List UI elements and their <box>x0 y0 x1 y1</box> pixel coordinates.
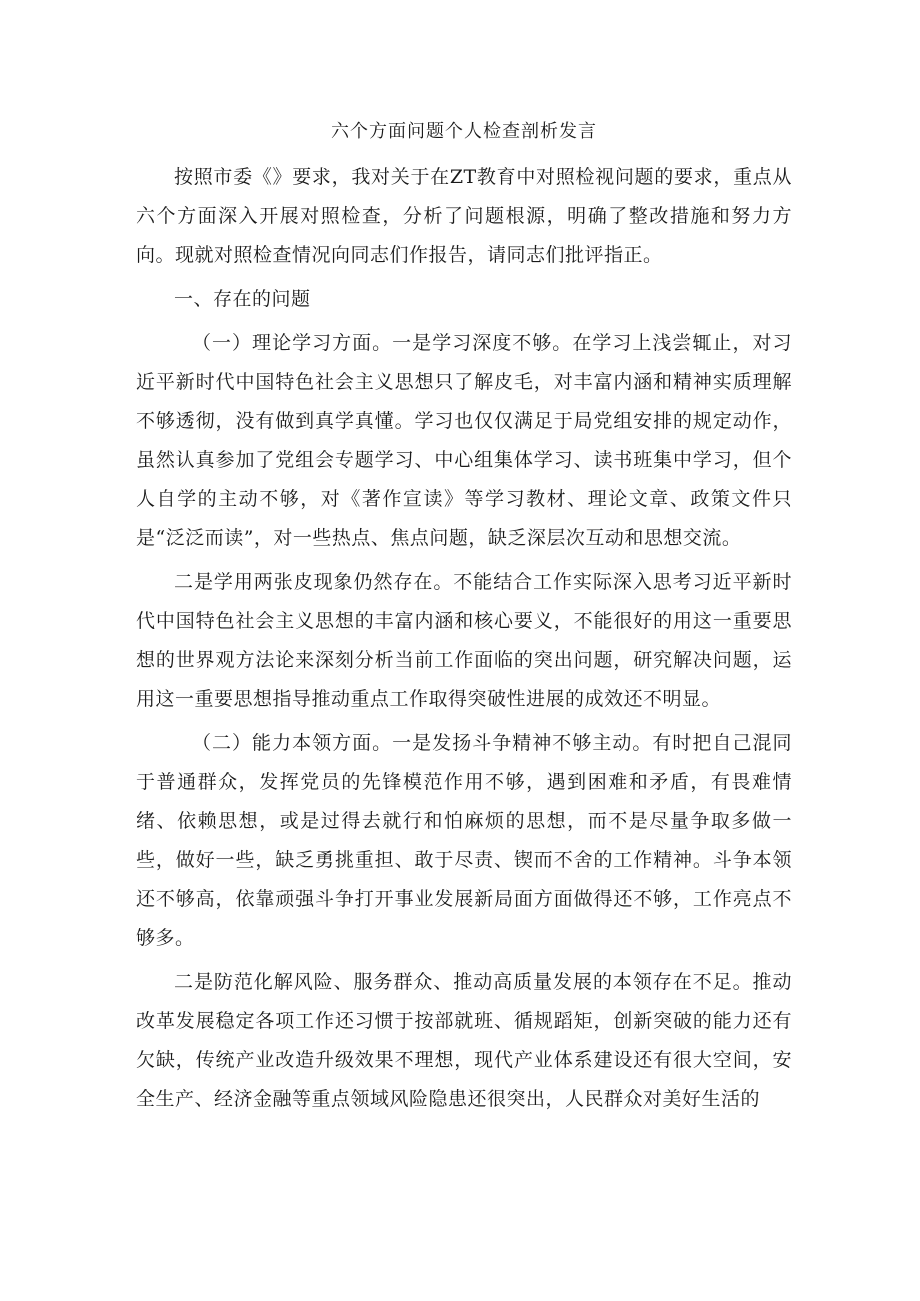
section-heading-problems: 一、存在的问题 <box>174 288 311 310</box>
document-page <box>136 112 792 1124</box>
paragraph-intro: 按照市委《》要求，我对关于在ZT教育中对照检视问题的要求，重点从六个方面深入开展对照检查，分析了问题根源，明确了整改措施和努力方向。现就对照检查情况向同志们作报告，请同志们批评指正。 <box>136 166 792 266</box>
paragraph-study-application: 二是学用两张皮现象仍然存在。不能结合工作实际深入思考习近平新时代中国特色社会主义思想的丰富内涵和核心要义，不能很好的用这一重要思想的世界观方法论来深刻分析当前工作面临的突出问题，研究解决问题，运用这一重要思想指导推动重点工作取得突破性进展的成效还不明显。 <box>136 571 792 710</box>
paragraph-risk-prevention: 二是防范化解风险、服务群众、推动高质量发展的本领存在不足。推动改革发展稳定各项工作还习惯于按部就班、循规蹈矩，创新突破的能力还有欠缺，传统产业改造升级效果不理想，现代产业体系建设还有很大空间，安全生产、经济金融等重点领域风险隐患还很突出，人民群众对美好生活的 <box>136 971 792 1110</box>
paragraph-ability: （二）能力本领方面。一是发扬斗争精神不够主动。有时把自己混同于普通群众，发挥党员的先锋模范作用不够，遇到困难和矛盾，有畏难情绪、依赖思想，或是过得去就行和怕麻烦的思想，而不是尽量争取多做一些，做好一些，缺乏勇挑重担、敢于尽责、锲而不舍的工作精神。斗争本领还不够高，依靠顽强斗争打开事业发展新局面方面做得还不够，工作亮点不够多。 <box>136 732 792 949</box>
paragraph-theory-study: （一）理论学习方面。一是学习深度不够。在学习上浅尝辄止，对习近平新时代中国特色社会主义思想只了解皮毛，对丰富内涵和精神实质理解不够透彻，没有做到真学真懂。学习也仅仅满足于局党组安排的规定动作，虽然认真参加了党组会专题学习、中心组集体学习、读书班集中学习，但个人自学的主动不够，对《著作宣读》等学习教材、理论文章、政策文件只是“泛泛而读”，对一些热点、焦点问题，缺乏深层次互动和思想交流。 <box>136 332 792 549</box>
document-title: 六个方面问题个人检查剖析发言 <box>331 121 597 142</box>
